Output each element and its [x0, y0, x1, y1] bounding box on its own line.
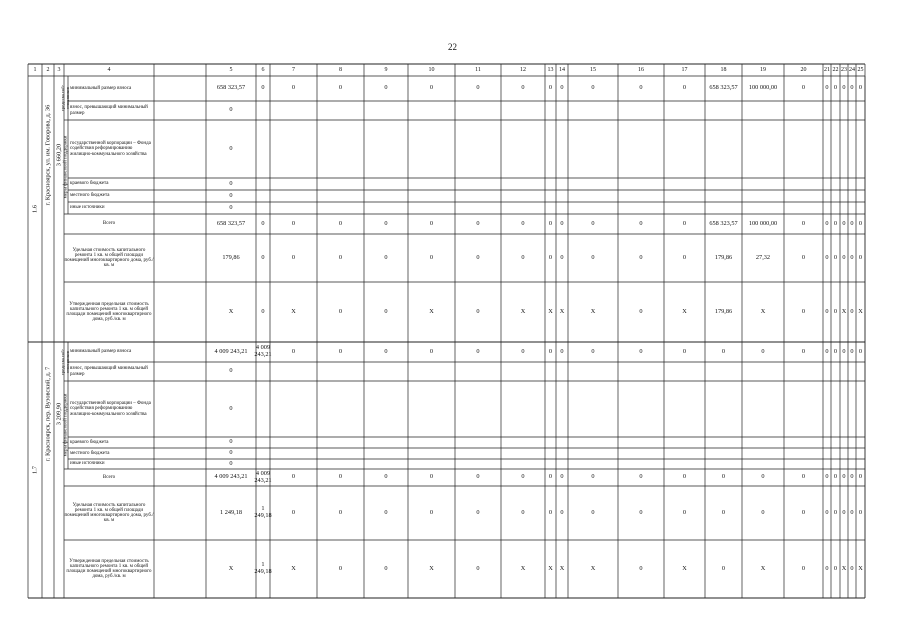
value-cell: 0	[639, 253, 643, 261]
value-cell: 0	[521, 84, 525, 92]
value-cell: 0	[229, 438, 233, 446]
value-cell: 0	[858, 253, 863, 261]
column-number-2: 2	[46, 66, 50, 73]
value-cell: 0	[591, 347, 595, 355]
value-cell: 658 323,57	[216, 219, 246, 227]
value-cell: 0	[429, 347, 434, 355]
value-cell: X	[682, 307, 687, 315]
column-number-23: 23	[841, 66, 847, 73]
value-cell: 0	[548, 347, 553, 355]
value-cell: 0	[825, 564, 829, 572]
value-cell: 179,86	[714, 253, 733, 261]
value-cell: 179,86	[222, 253, 240, 261]
value-cell: 658 323,57	[709, 219, 738, 227]
value-cell: 0	[850, 307, 854, 315]
value-cell: 0	[850, 219, 854, 227]
value-cell: 0	[338, 564, 343, 572]
value-cell: 0	[521, 508, 525, 516]
row-label-regional_budget: краевого бюджета	[70, 439, 109, 445]
value-cell: 658 323,57	[216, 84, 246, 92]
value-cell: 0	[825, 307, 829, 315]
column-number-5: 5	[229, 66, 233, 73]
group-label-owners-funds: средства соб- ственников	[60, 348, 70, 375]
value-cell: 0	[291, 253, 296, 261]
row-label-excess_contrib: взнос, превышающий минимальный размер	[70, 105, 148, 116]
value-cell: 0	[721, 473, 726, 481]
value-cell: 179,86	[714, 307, 733, 315]
value-cell: 0	[858, 508, 863, 516]
value-cell: 0	[429, 473, 434, 481]
value-cell: 1 249,18	[254, 505, 272, 519]
value-cell: X	[841, 564, 847, 572]
row-label-regional_budget: краевого бюджета	[70, 181, 109, 187]
row-label-total: Всего	[102, 474, 116, 480]
value-cell: 0	[842, 347, 846, 355]
value-cell: 0	[858, 347, 863, 355]
value-cell: 0	[548, 84, 553, 92]
value-cell: 0	[548, 253, 553, 261]
value-cell: 0	[833, 307, 838, 315]
column-number-4: 4	[107, 66, 111, 73]
column-number-3: 3	[57, 66, 61, 73]
value-cell: 0	[721, 508, 726, 516]
value-cell: 0	[521, 473, 525, 481]
value-cell: 0	[261, 307, 265, 315]
row-label-approved_unit_cost: Утвержденная предельная стоимость капитального ремонта 1 кв. м общей площади помещений многоквартирного дома, руб./кв. м	[66, 301, 152, 323]
column-number-13: 13	[547, 66, 554, 73]
value-cell: 0	[761, 473, 765, 481]
value-cell: 0	[850, 564, 854, 572]
row-label-other_sources: иные источники	[70, 205, 105, 211]
value-cell: 0	[229, 459, 233, 467]
value-cell: 0	[476, 473, 480, 481]
value-cell: 1 249,18	[254, 561, 272, 575]
value-cell: 4 009 243,21	[254, 344, 272, 358]
value-cell: X	[858, 564, 863, 572]
value-cell: 0	[801, 307, 806, 315]
column-number-24: 24	[849, 66, 855, 73]
record-area: 3 660,20	[55, 143, 63, 167]
value-cell: 0	[721, 347, 726, 355]
value-cell: X	[429, 564, 434, 572]
value-cell: 0	[639, 347, 643, 355]
record-address: г. Красноярск, пер. Вузовский, д. 7	[44, 366, 52, 462]
value-cell: 0	[429, 219, 434, 227]
value-cell: 0	[548, 473, 553, 481]
value-cell: 0	[850, 253, 854, 261]
value-cell: X	[590, 564, 596, 572]
column-number-19: 19	[760, 66, 766, 73]
value-cell: 0	[521, 347, 525, 355]
column-number-25: 25	[857, 66, 864, 73]
value-cell: 0	[825, 347, 829, 355]
value-cell: 0	[801, 347, 806, 355]
column-number-1: 1	[33, 66, 37, 73]
value-cell: X	[548, 564, 553, 572]
value-cell: 0	[850, 84, 854, 92]
value-cell: 0	[801, 564, 806, 572]
column-number-14: 14	[559, 66, 565, 73]
value-cell: 0	[338, 473, 343, 481]
column-number-12: 12	[520, 66, 526, 73]
value-cell: 0	[291, 473, 296, 481]
value-cell: 0	[833, 84, 838, 92]
row-label-gk_fund: государственной корпорации – Фонда содействия реформированию жилищно-коммунального хозяйства	[70, 141, 151, 157]
value-cell: 0	[521, 253, 525, 261]
record-address: г. Красноярск, ул. им. Говорова, д. 36	[44, 104, 52, 206]
value-cell: X	[228, 307, 234, 315]
column-number-17: 17	[681, 66, 688, 73]
group-label-owners-funds: средства соб- ственников	[60, 84, 70, 112]
value-cell: 0	[429, 84, 434, 92]
value-cell: 4 009 243,21	[214, 473, 248, 481]
value-cell: 0	[858, 84, 863, 92]
value-cell: 0	[384, 84, 388, 92]
record-number: 1.6	[31, 205, 39, 213]
group-label-support-measures: меры финансовой поддержки	[63, 393, 69, 457]
value-cell: 0	[825, 508, 829, 516]
value-cell: 0	[548, 219, 553, 227]
value-cell: 0	[291, 219, 296, 227]
column-number-10: 10	[428, 66, 435, 73]
value-cell: 0	[338, 307, 343, 315]
group-label-support-measures: меры финансовой поддержки	[63, 135, 69, 199]
value-cell: 0	[291, 508, 296, 516]
column-number-18: 18	[720, 66, 727, 73]
value-cell: 0	[261, 84, 265, 92]
column-number-7: 7	[292, 66, 295, 73]
value-cell: 0	[858, 219, 863, 227]
value-cell: 0	[338, 253, 343, 261]
value-cell: 0	[476, 307, 480, 315]
value-cell: 0	[476, 564, 480, 572]
value-cell: 0	[591, 253, 595, 261]
column-number-8: 8	[339, 66, 342, 73]
row-label-min_contrib: минимальный размер взноса	[70, 85, 132, 91]
row-label-total: Всего	[102, 221, 116, 227]
value-cell: 0	[429, 253, 434, 261]
row-label-unit_cost: Удельная стоимость капитального ремонта 1 кв. м общей площади помещений многоквартирного дома, руб./кв. м	[64, 502, 154, 524]
value-cell: 0	[825, 219, 829, 227]
row-label-approved_unit_cost: Утвержденная предельная стоимость капитального ремонта 1 кв. м общей площади помещений многоквартирного дома, руб./кв. м	[66, 558, 152, 580]
value-cell: 0	[476, 84, 480, 92]
value-cell: 0	[682, 347, 687, 355]
value-cell: 0	[682, 84, 687, 92]
value-cell: 0	[721, 564, 726, 572]
value-cell: 0	[291, 347, 296, 355]
value-cell: 0	[833, 253, 838, 261]
value-cell: 0	[842, 219, 846, 227]
value-cell: 0	[682, 473, 687, 481]
value-cell: 0	[801, 253, 806, 261]
value-cell: 0	[761, 347, 765, 355]
value-cell: 0	[229, 191, 233, 199]
value-cell: 0	[338, 219, 343, 227]
value-cell: X	[291, 564, 296, 572]
column-number-21: 21	[824, 66, 830, 73]
value-cell: 0	[291, 84, 296, 92]
value-cell: X	[858, 307, 863, 315]
value-cell: X	[559, 307, 565, 315]
value-cell: 0	[476, 508, 480, 516]
row-label-local_budget: местного бюджета	[70, 193, 110, 199]
value-cell: 0	[560, 347, 564, 355]
value-cell: 0	[833, 347, 838, 355]
value-cell: 0	[384, 307, 388, 315]
value-cell: 0	[825, 84, 829, 92]
value-cell: 0	[261, 219, 265, 227]
value-cell: X	[841, 307, 847, 315]
value-cell: 0	[639, 307, 643, 315]
value-cell: 0	[842, 473, 846, 481]
value-cell: 0	[850, 347, 854, 355]
value-cell: 0	[521, 219, 525, 227]
record-area: 3 209,90	[55, 402, 63, 426]
value-cell: 0	[842, 84, 846, 92]
row-label-local_budget: местного бюджета	[70, 450, 110, 456]
value-cell: X	[760, 307, 766, 315]
value-cell: 0	[639, 84, 643, 92]
value-cell: 0	[476, 347, 480, 355]
value-cell: 0	[384, 347, 388, 355]
value-cell: 0	[476, 253, 480, 261]
value-cell: 0	[591, 219, 595, 227]
value-cell: 0	[850, 508, 854, 516]
value-cell: 0	[591, 84, 595, 92]
value-cell: 0	[850, 473, 854, 481]
value-cell: 0	[229, 367, 233, 375]
value-cell: 0	[639, 219, 643, 227]
value-cell: 0	[384, 473, 388, 481]
value-cell: 0	[833, 564, 838, 572]
value-cell: 0	[476, 219, 480, 227]
value-cell: 0	[825, 253, 829, 261]
value-cell: 0	[801, 84, 806, 92]
value-cell: X	[429, 307, 434, 315]
value-cell: 658 323,57	[709, 84, 738, 92]
value-cell: 0	[825, 473, 829, 481]
value-cell: 4 009 243,21	[254, 469, 272, 484]
value-cell: 1 249,18	[219, 508, 243, 516]
value-cell: X	[228, 564, 234, 572]
value-cell: 0	[560, 253, 564, 261]
value-cell: X	[559, 564, 565, 572]
value-cell: 0	[560, 84, 564, 92]
value-cell: 0	[833, 219, 838, 227]
value-cell: 27,32	[755, 253, 771, 261]
value-cell: 0	[591, 473, 595, 481]
value-cell: 0	[639, 473, 643, 481]
value-cell: 0	[338, 84, 343, 92]
value-cell: X	[682, 564, 687, 572]
value-cell: 0	[761, 508, 765, 516]
row-label-min_contrib: минимальный размер взноса	[70, 349, 132, 355]
row-label-gk_fund: государственной корпорации – Фонда содействия реформированию жилищно-коммунального хозяйства	[70, 401, 151, 417]
value-cell: X	[590, 307, 596, 315]
value-cell: 0	[801, 473, 806, 481]
value-cell: 0	[560, 219, 564, 227]
value-cell: 0	[682, 219, 687, 227]
value-cell: 0	[429, 508, 434, 516]
value-cell: 0	[229, 179, 233, 187]
value-cell: 0	[842, 253, 846, 261]
column-number-9: 9	[384, 66, 388, 73]
value-cell: X	[760, 564, 766, 572]
value-cell: 0	[858, 473, 863, 481]
value-cell: 0	[229, 449, 233, 457]
value-cell: 0	[639, 508, 643, 516]
column-number-16: 16	[638, 66, 644, 73]
row-label-unit_cost: Удельная стоимость капитального ремонта 1 кв. м общей площади помещений многоквартирного дома, руб./кв. м	[64, 247, 154, 269]
value-cell: 0	[384, 508, 388, 516]
value-cell: 0	[682, 508, 687, 516]
value-cell: 0	[548, 508, 553, 516]
value-cell: 0	[229, 144, 233, 152]
value-cell: 0	[384, 253, 388, 261]
value-cell: 0	[591, 508, 595, 516]
value-cell: 0	[682, 253, 687, 261]
column-number-20: 20	[800, 66, 807, 73]
column-number-22: 22	[832, 66, 839, 73]
row-label-excess_contrib: взнос, превышающий минимальный размер	[70, 366, 148, 377]
value-cell: 0	[338, 508, 343, 516]
value-cell: 0	[842, 508, 846, 516]
value-cell: 0	[384, 564, 388, 572]
value-cell: 0	[801, 219, 806, 227]
value-cell: X	[520, 307, 526, 315]
page-number: 22	[448, 42, 457, 52]
value-cell: 0	[833, 508, 838, 516]
value-cell: 0	[801, 508, 806, 516]
record-number: 1.7	[31, 466, 39, 474]
value-cell: 0	[229, 404, 233, 412]
column-number-11: 11	[475, 66, 481, 73]
value-cell: 100 000,00	[748, 84, 778, 92]
value-cell: 0	[560, 473, 564, 481]
value-cell: 0	[338, 347, 343, 355]
value-cell: 0	[384, 219, 388, 227]
value-cell: 0	[261, 253, 265, 261]
value-cell: 0	[639, 564, 643, 572]
value-cell: X	[520, 564, 526, 572]
value-cell: 100 000,00	[748, 219, 778, 227]
value-cell: X	[548, 307, 553, 315]
column-number-15: 15	[590, 66, 596, 73]
value-cell: X	[291, 307, 296, 315]
value-cell: 0	[229, 106, 233, 114]
row-label-other_sources: иные источники	[70, 461, 105, 467]
value-cell: 0	[560, 508, 564, 516]
value-cell: 0	[229, 203, 233, 211]
column-number-6: 6	[261, 66, 265, 73]
value-cell: 0	[833, 473, 838, 481]
value-cell: 4 009 243,21	[214, 347, 248, 355]
